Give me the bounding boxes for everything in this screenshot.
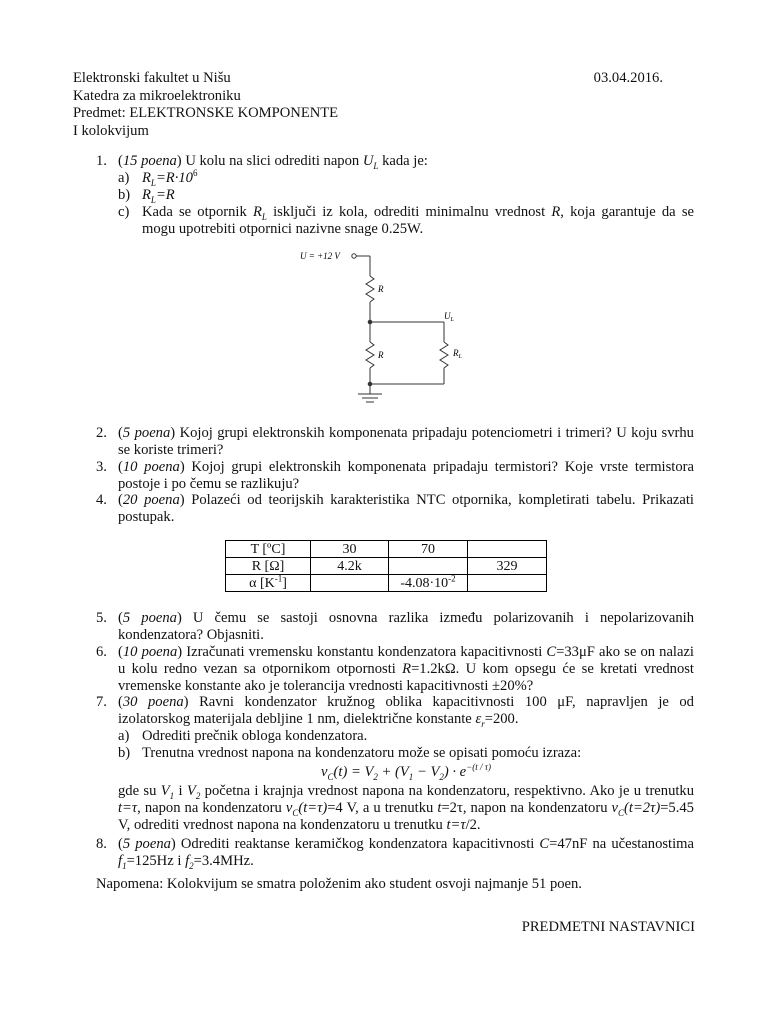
subquestion-a: a) $R_L=R\cdot 10^6$ <box>118 168 198 188</box>
subquestion-b: b) $R_L=R$ <box>118 187 175 205</box>
question-6 <box>96 644 694 695</box>
table-row: T [ºC] 30 70 <box>226 541 547 558</box>
question-2 <box>96 425 694 459</box>
question-7-continuation: gde su $V_1$ i $V_2$ početna i krajnja vrednost napona na kondenzatoru, respektivno. Ako je u trenutku t=τ, napon na kondenzatoru $v_C(t=\tau)=4$ V, a u trenutku t=2τ, napon na kondenzatoru $v_C(t=2\tau)=5.45$ V, odrediti vrednost napona na kondenzatoru u trenutku t=τ/2. <box>118 783 695 833</box>
subquestion-b: b) Trenutna vrednost napona na kondenzatoru može se opisati pomoću izraza: <box>118 745 582 761</box>
question-7 <box>96 694 694 834</box>
r-bottom-label: R <box>378 350 384 360</box>
source-terminal-icon <box>352 254 356 258</box>
question-4 <box>96 492 694 526</box>
question-number: 4. <box>96 492 107 508</box>
question-number: 6. <box>96 644 107 660</box>
question-text: (5 poena) Odrediti reaktanse keramičkog kondenzatora kapacitivnosti C=47nF na učestanostima $f_1=125Hz$ i $f_2=3.4MHz$. <box>118 836 694 871</box>
question-number: 5. <box>96 610 107 626</box>
question-text: (20 poena) Polazeći od teorijskih karakteristika NTC otpornika, kompletirati tabelu. Prikazati postupak. <box>118 492 694 525</box>
table-row: R [Ω] 4.2k 329 <box>226 558 547 575</box>
question-number: 8. <box>96 836 107 852</box>
question-number: 3. <box>96 459 107 475</box>
exam-note: Napomena: Kolokvijum se smatra položenim ako student osvoji najmanje 51 poen. <box>96 876 582 892</box>
exam-title: I kolokvijum <box>73 122 149 139</box>
faculty-name: Elektronski fakultet u Nišu <box>73 70 231 86</box>
department-name: Katedra za mikroelektroniku <box>73 87 241 104</box>
circuit-diagram <box>290 246 490 412</box>
question-text: (10 poena) Kojoj grupi elektronskih komponenata pripadaju termistori? Koje vrste termistora postoje i po čemu se razlikuju? <box>118 459 694 492</box>
question-1 <box>96 153 694 238</box>
ntc-table <box>225 540 547 592</box>
table-row: α $[K^{-1}]$ $-4.08\cdot 10^{-2}$ <box>226 575 547 592</box>
exam-date: 03.04.2016. <box>593 70 663 86</box>
question-8 <box>96 836 694 870</box>
question-number: 7. <box>96 694 107 710</box>
question-number: 1. <box>96 153 107 169</box>
ul-label: $U_L$ <box>444 311 454 323</box>
course-name: Predmet: ELEKTRONSKE KOMPONENTE <box>73 105 339 121</box>
question-text: (5 poena) Kojoj grupi elektronskih komponenata pripadaju potenciometri i trimeri? U koju svrhu se koriste trimeri? <box>118 425 694 458</box>
subquestion-a: a) Odrediti prečnik obloga kondenzatora. <box>118 728 368 744</box>
resistor-load-icon <box>440 342 448 368</box>
question-text: (5 poena) U čemu se sastoji osnovna razlika između polarizovanih i nepolarizovanih kondenzatora? Objasniti. <box>118 610 694 643</box>
question-text: (15 poena) U kolu na slici odrediti napon $U_L$ kada je: <box>118 153 428 171</box>
voltage-formula: $v_C(t) = V_2 + (V_1 - V_2) \cdot e^{-(t / \tau)}$ <box>321 762 491 782</box>
source-label: U = +12 V <box>300 251 340 261</box>
question-text: (10 poena) Izračunati vremensku konstantu kondenzatora kapacitivnosti C=33μF ako se on nalazi u kolu redno vezan sa otpornikom otpornosti R=1.2kΩ. U kom opsegu će se kretati vrednost vremenske konstante ako je tolerancija vrednosti kapacitivnosti ±20%? <box>118 644 694 694</box>
subquestion-c: c) Kada se otpornik $R_L$ isključi iz kola, odrediti minimalnu vrednost R, koja garantuje da se mogu upotrebiti otpornici nazivne snage 0.25W. <box>118 204 694 237</box>
resistor-top-icon <box>366 276 374 302</box>
question-3 <box>96 459 694 493</box>
question-text: (30 poena) Ravni kondenzator kružnog oblika kapacitivnosti 100 μF, napravljen je od izolatorskog materijala debljine 1 nm, dielektrične konstante $\varepsilon_r=200$. <box>118 694 694 729</box>
signature: PREDMETNI NASTAVNICI <box>521 919 695 935</box>
question-number: 2. <box>96 425 107 441</box>
question-5 <box>96 610 694 644</box>
r-load-label: $R_L$ <box>453 348 462 360</box>
resistor-bottom-icon <box>366 342 374 368</box>
r-top-label: R <box>378 284 384 294</box>
document-header <box>73 70 663 140</box>
